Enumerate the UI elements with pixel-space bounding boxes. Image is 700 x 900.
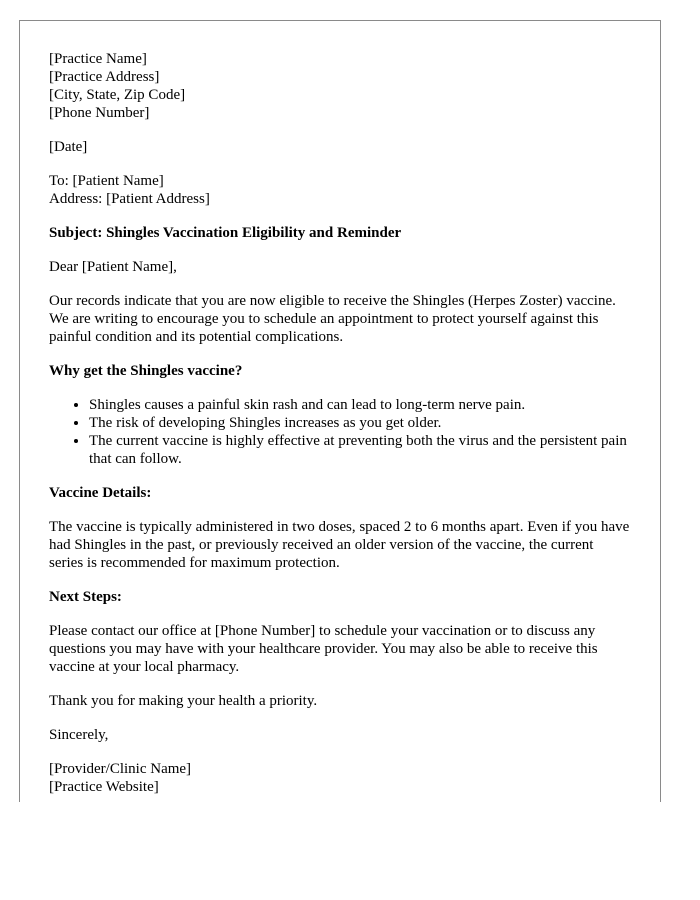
signature-block	[49, 760, 631, 796]
practice-address: [Practice Address]	[49, 69, 160, 85]
practice-city-state-zip: [City, State, Zip Code]	[49, 87, 186, 103]
practice-header	[49, 50, 631, 122]
practice-phone: [Phone Number]	[49, 105, 150, 121]
list-item: • Shingles causes a painful skin rash and can lead to long-term nerve pain.	[89, 396, 631, 414]
why-heading: Why get the Shingles vaccine?	[49, 363, 243, 379]
practice-name: [Practice Name]	[49, 51, 147, 67]
next-steps-heading: Next Steps:	[49, 589, 122, 605]
intro-paragraph: Our records indicate that you are now eligible to receive the Shingles (Herpes Zoster) vaccine. We are writing to encourage you to schedule an appointment to protect yourself against this painful condition and its potential complications.	[49, 293, 616, 345]
subject-line: Subject: Shingles Vaccination Eligibility and Reminder	[49, 225, 402, 241]
recipient-block	[49, 172, 631, 208]
recipient-name: To: [Patient Name]	[49, 173, 164, 189]
list-item: • The risk of developing Shingles increases as you get older.	[89, 414, 631, 432]
signature-website: [Practice Website]	[49, 779, 159, 795]
letter-date: [Date]	[49, 139, 88, 155]
signature-provider: [Provider/Clinic Name]	[49, 761, 192, 777]
why-list	[49, 396, 631, 468]
letter	[19, 20, 661, 802]
list-item: • The current vaccine is highly effective at preventing both the virus and the persistent pain that can follow.	[89, 432, 631, 468]
thanks-line: Thank you for making your health a priority.	[49, 693, 318, 709]
details-paragraph: The vaccine is typically administered in two doses, spaced 2 to 6 months apart. Even if you have had Shingles in the past, or previously received an older version of the vaccine, the current series is recommended for maximum protection.	[49, 519, 630, 571]
salutation: Dear [Patient Name],	[49, 259, 177, 275]
closing-line: Sincerely,	[49, 727, 109, 743]
next-steps-paragraph: Please contact our office at [Phone Number] to schedule your vaccination or to discuss any questions you may have with your healthcare provider. You may also be able to receive this vaccine at your local pharmacy.	[49, 623, 598, 675]
recipient-address: Address: [Patient Address]	[49, 191, 210, 207]
details-heading: Vaccine Details:	[49, 485, 152, 501]
